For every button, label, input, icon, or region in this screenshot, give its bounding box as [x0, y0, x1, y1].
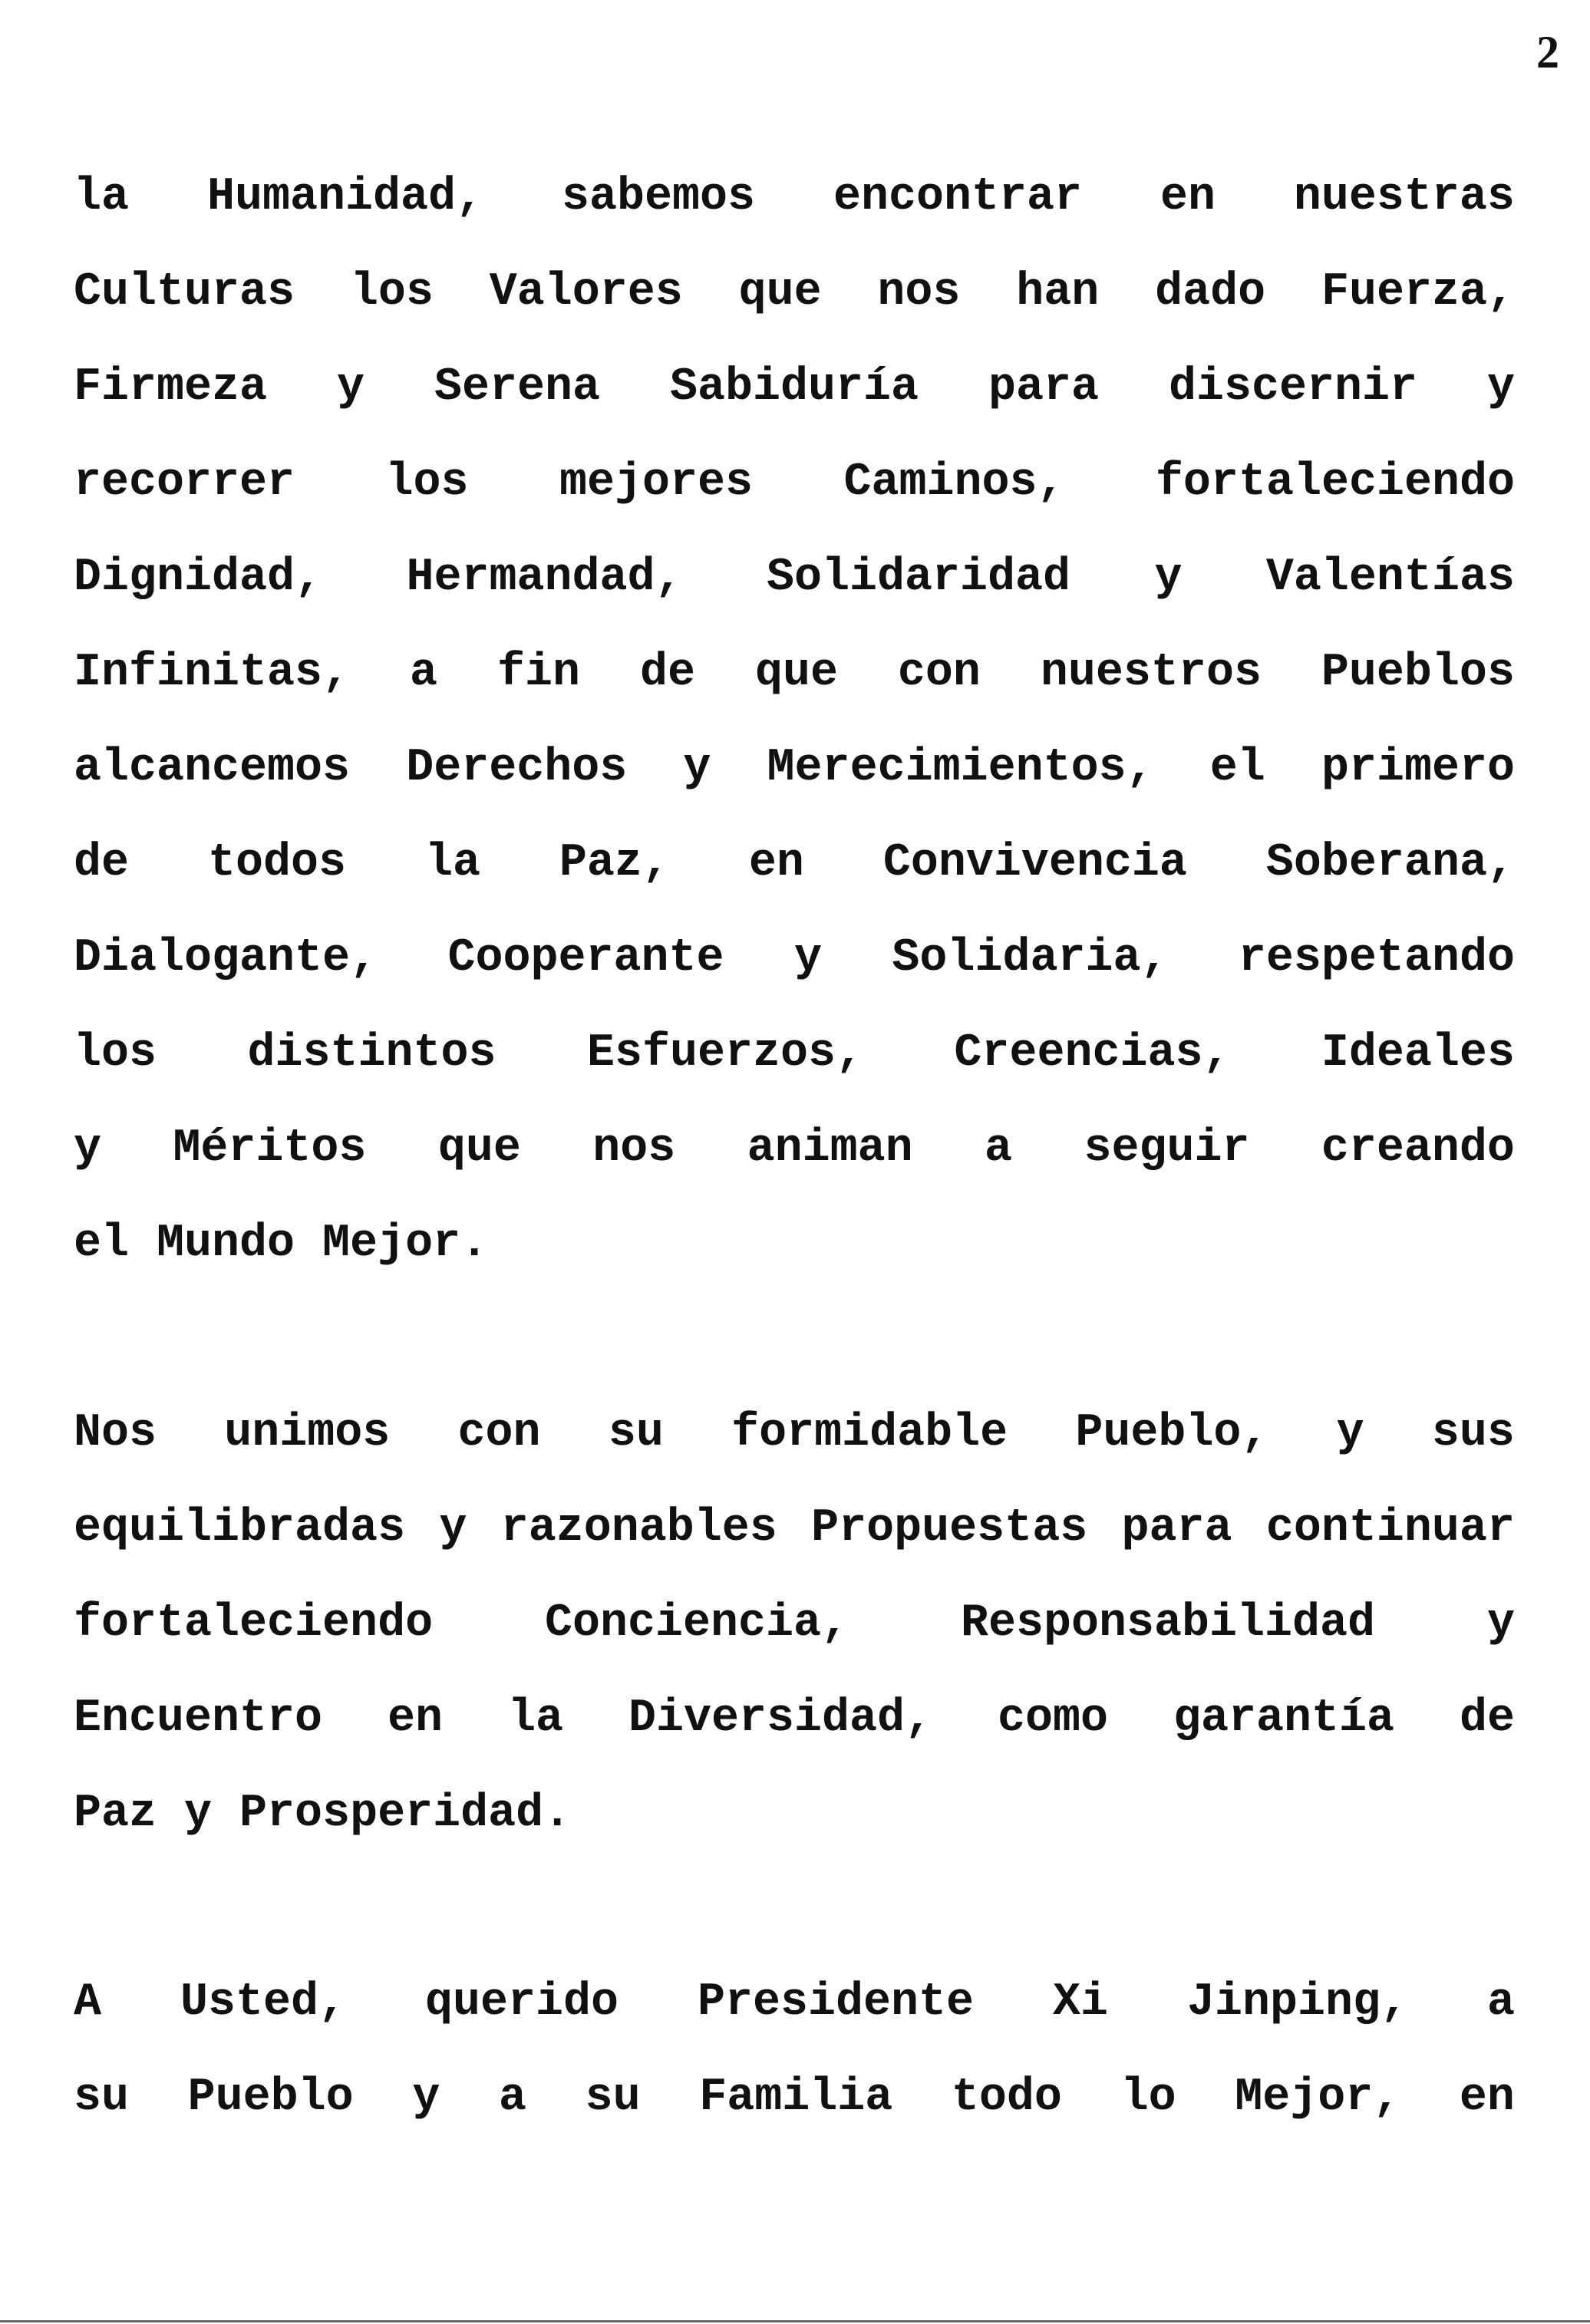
word: A — [74, 1976, 102, 2029]
word: Firmeza — [74, 361, 268, 414]
word: Pueblo, — [1075, 1407, 1269, 1459]
text-line — [74, 150, 1515, 245]
word: Propuestas — [811, 1502, 1088, 1554]
word: y — [793, 932, 822, 984]
word: de — [1459, 1693, 1515, 1745]
word: formidable — [731, 1407, 1008, 1459]
word: todos — [207, 837, 346, 889]
word: Paz — [74, 1788, 157, 1840]
word: equilibradas — [74, 1502, 406, 1554]
text-line — [74, 720, 1515, 816]
word: el — [74, 1218, 130, 1270]
word: y — [1486, 361, 1515, 414]
word: Mejor. — [322, 1218, 489, 1270]
word: todo — [951, 2072, 1062, 2124]
word: a — [410, 647, 438, 699]
word: Familia — [699, 2072, 893, 2124]
word: sus — [1431, 1407, 1515, 1459]
word: Valentías — [1265, 552, 1515, 604]
word: seguir — [1084, 1122, 1250, 1175]
word: Esfuerzos, — [586, 1027, 863, 1080]
word: con — [457, 1407, 541, 1459]
word: los — [350, 266, 434, 318]
word: Usted, — [180, 1976, 347, 2029]
word: Mejor, — [1235, 2072, 1401, 2124]
page-number: 2 — [1536, 27, 1559, 77]
word: continuar — [1265, 1502, 1515, 1554]
word: Solidaria, — [892, 932, 1169, 984]
word: Mundo — [157, 1218, 295, 1270]
text-line — [74, 340, 1515, 435]
word: y — [439, 1502, 467, 1554]
word: Creencias, — [954, 1027, 1231, 1080]
word: Derechos — [406, 742, 628, 794]
word: que — [738, 266, 822, 318]
word: querido — [424, 1976, 619, 2029]
word: fin — [496, 647, 581, 699]
word: en — [1459, 2072, 1515, 2124]
text-line — [74, 1196, 1515, 1291]
word: en — [748, 837, 804, 889]
text-line — [74, 1386, 1515, 1481]
text-line — [74, 1766, 1515, 1861]
word: para — [988, 361, 1100, 414]
word: y — [184, 1788, 213, 1840]
word: Dignidad, — [74, 552, 323, 604]
word: su — [74, 2072, 130, 2124]
word: Caminos, — [843, 457, 1065, 509]
word: creando — [1321, 1122, 1515, 1175]
word: de — [639, 647, 695, 699]
word: dado — [1155, 266, 1266, 318]
word: garantía — [1173, 1693, 1395, 1745]
word: que — [437, 1122, 521, 1175]
text-line — [74, 911, 1515, 1006]
word: y — [74, 1122, 102, 1175]
word: Xi — [1052, 1976, 1108, 2029]
word: Pueblos — [1321, 647, 1515, 699]
word: discernir — [1168, 361, 1418, 414]
word: distintos — [247, 1027, 496, 1080]
word: Encuentro — [74, 1693, 323, 1745]
text-line — [74, 1955, 1515, 2050]
word: que — [754, 647, 838, 699]
word: Soberana, — [1265, 837, 1515, 889]
word: Diversidad, — [628, 1693, 933, 1745]
word: razonables — [500, 1502, 777, 1554]
paragraph-1 — [74, 150, 1515, 1291]
text-line — [74, 1481, 1515, 1576]
word: para — [1121, 1502, 1232, 1554]
word: Infinitas, — [74, 647, 351, 699]
word: Valores — [489, 266, 683, 318]
word: Sabiduría — [669, 361, 919, 414]
text-line — [74, 1671, 1515, 1766]
word: su — [608, 1407, 664, 1459]
word: Prosperidad. — [239, 1788, 572, 1840]
word: y — [1486, 1597, 1515, 1650]
word: la — [74, 171, 130, 223]
word: encontrar — [833, 171, 1082, 223]
word: han — [1016, 266, 1100, 318]
word: nos — [592, 1122, 676, 1175]
word: fortaleciendo — [1155, 457, 1515, 509]
text-line — [74, 1576, 1515, 1671]
text-line — [74, 816, 1515, 911]
word: los — [74, 1027, 157, 1080]
word: como — [997, 1693, 1109, 1745]
word: Conciencia, — [544, 1597, 849, 1650]
word: Presidente — [697, 1976, 975, 2029]
word: a — [1486, 1976, 1515, 2029]
word: los — [385, 457, 469, 509]
word: de — [74, 837, 130, 889]
word: y — [683, 742, 711, 794]
word: y — [1154, 552, 1183, 604]
text-line — [74, 530, 1515, 625]
word: Hermandad, — [406, 552, 683, 604]
word: el — [1209, 742, 1265, 794]
text-line — [74, 2050, 1515, 2145]
text-line — [74, 1006, 1515, 1101]
word: unimos — [224, 1407, 391, 1459]
word: Ideales — [1321, 1027, 1515, 1080]
text-line — [74, 245, 1515, 340]
word: recorrer — [74, 457, 295, 509]
word: alcancemos — [74, 742, 351, 794]
word: Paz, — [559, 837, 670, 889]
word: Dialogante, — [74, 932, 378, 984]
word: Nos — [74, 1407, 157, 1459]
word: animan — [747, 1122, 913, 1175]
word: Merecimientos, — [767, 742, 1154, 794]
paragraph-2 — [74, 1386, 1515, 1861]
text-line — [74, 1101, 1515, 1196]
word: Cooperante — [447, 932, 724, 984]
page-bottom-rule — [0, 2320, 1590, 2322]
word: Responsabilidad — [960, 1597, 1376, 1650]
word: Humanidad, — [206, 171, 484, 223]
text-line — [74, 435, 1515, 530]
word: fortaleciendo — [74, 1597, 434, 1650]
word: con — [897, 647, 981, 699]
word: a — [985, 1122, 1013, 1175]
word: lo — [1120, 2072, 1176, 2124]
text-line — [74, 625, 1515, 720]
paragraph-3 — [74, 1955, 1515, 2145]
word: nuestras — [1293, 171, 1515, 223]
word: sabemos — [561, 171, 755, 223]
word: Solidaridad — [766, 552, 1071, 604]
word: Culturas — [74, 266, 295, 318]
word: Jinping, — [1186, 1976, 1408, 2029]
word: mejores — [559, 457, 753, 509]
word: y — [337, 361, 365, 414]
word: la — [424, 837, 480, 889]
word: en — [388, 1693, 444, 1745]
word: Pueblo — [187, 2072, 354, 2124]
word: su — [585, 2072, 641, 2124]
word: nuestros — [1040, 647, 1262, 699]
word: y — [1336, 1407, 1364, 1459]
word: la — [507, 1693, 563, 1745]
word: respetando — [1238, 932, 1515, 984]
word: en — [1160, 171, 1216, 223]
word: y — [412, 2072, 440, 2124]
word: Fuerza, — [1321, 266, 1515, 318]
word: Convivencia — [882, 837, 1187, 889]
word: Serena — [434, 361, 601, 414]
word: nos — [877, 266, 961, 318]
word: primero — [1321, 742, 1515, 794]
word: a — [498, 2072, 526, 2124]
word: Méritos — [173, 1122, 367, 1175]
